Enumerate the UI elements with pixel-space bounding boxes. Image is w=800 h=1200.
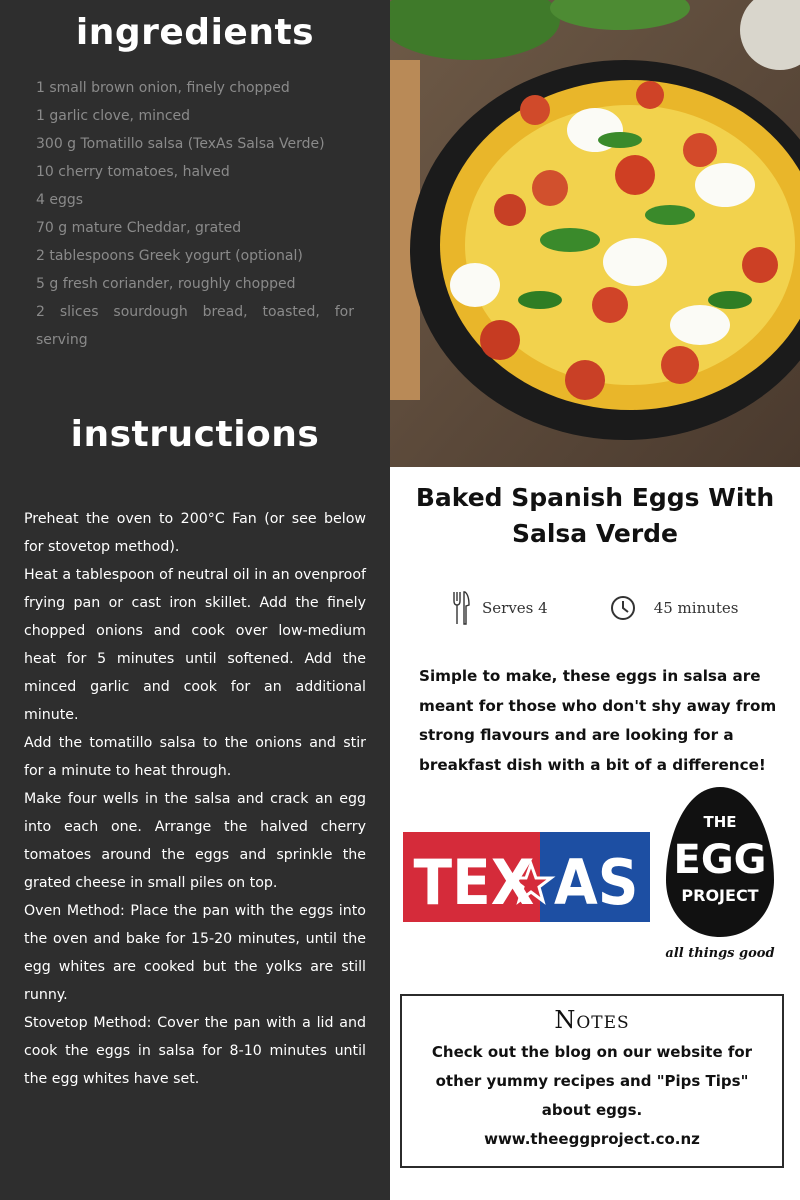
ingredient-item: 2 tablespoons Greek yogurt (optional) [36,248,303,264]
ingredient-item: 4 eggs [36,192,84,208]
ingredient-item: 300 g Tomatillo salsa (TexAs Salsa Verde) [36,136,325,152]
egg-logo-the: THE [703,813,737,831]
ingredient-item: 10 cherry tomatoes, halved [36,164,230,180]
time-label: 45 minutes [653,599,739,617]
ingredients-list [36,74,354,354]
ingredient-item: 1 small brown onion, finely chopped [36,80,290,96]
egg-project-logo [664,785,776,970]
fork-knife-icon [452,591,470,625]
instruction-step: Preheat the oven to 200°C Fan (or see below for stovetop method). [24,511,366,555]
serves-label: Serves 4 [482,599,548,617]
notes-title: Notes [554,1006,630,1034]
ingredient-item: 2 slices sourdough bread, toasted, for serving [36,304,354,348]
dish-photo [390,0,800,467]
notes-body [422,1038,762,1154]
instruction-step: Add the tomatillo salsa to the onions and stir for a minute to heat through. [24,735,366,779]
instruction-step: Stovetop Method: Cover the pan with a lid and cook the eggs in salsa for 8-10 minutes until the egg whites have set. [24,1015,366,1087]
website-link[interactable]: www.theeggproject.co.nz [484,1130,700,1148]
ingredient-item: 70 g mature Cheddar, grated [36,220,242,236]
ingredient-item: 5 g fresh coriander, roughly chopped [36,276,296,292]
instruction-step: Make four wells in the salsa and crack an egg into each one. Arrange the halved cherry tomatoes around the eggs and sprinkle the grated cheese in small piles on top. [24,791,366,891]
instructions-list [24,505,366,1093]
instruction-step: Oven Method: Place the pan with the eggs into the oven and bake for 15-20 minutes, until the egg whites are cooked but the yolks are still runny. [24,903,366,1003]
ingredients-heading: ingredients [75,12,315,53]
recipe-description: Simple to make, these eggs in salsa are meant for those who don't shy away from strong flavours and are looking for a breakfast dish with a bit of a difference! [419,667,777,774]
instructions-heading: instructions [70,414,320,455]
texas-logo [403,822,650,932]
instruction-step: Heat a tablespoon of neutral oil in an ovenproof frying pan or cast iron skillet. Add the finely chopped onions and cook over low-medium heat for 5 minutes until softened. Add the minced garlic and cook for an additional minute. [24,567,366,723]
notes-text: Check out the blog on our website for other yummy recipes and "Pips Tips" about eggs. [431,1043,753,1119]
egg-logo-tagline: all things good [665,946,775,961]
egg-logo-project: PROJECT [681,886,759,905]
clock-icon [610,595,636,621]
recipe-title: Baked Spanish Eggs With Salsa Verde [415,483,775,548]
baked-eggs-illustration [390,0,800,467]
ingredient-item: 1 garlic clove, minced [36,108,191,124]
egg-logo-egg: EGG [673,837,767,883]
left-panel [0,0,390,1200]
recipe-meta [452,590,739,626]
notes-box [400,994,784,1168]
texas-logo-text: TEX AS [413,846,639,919]
